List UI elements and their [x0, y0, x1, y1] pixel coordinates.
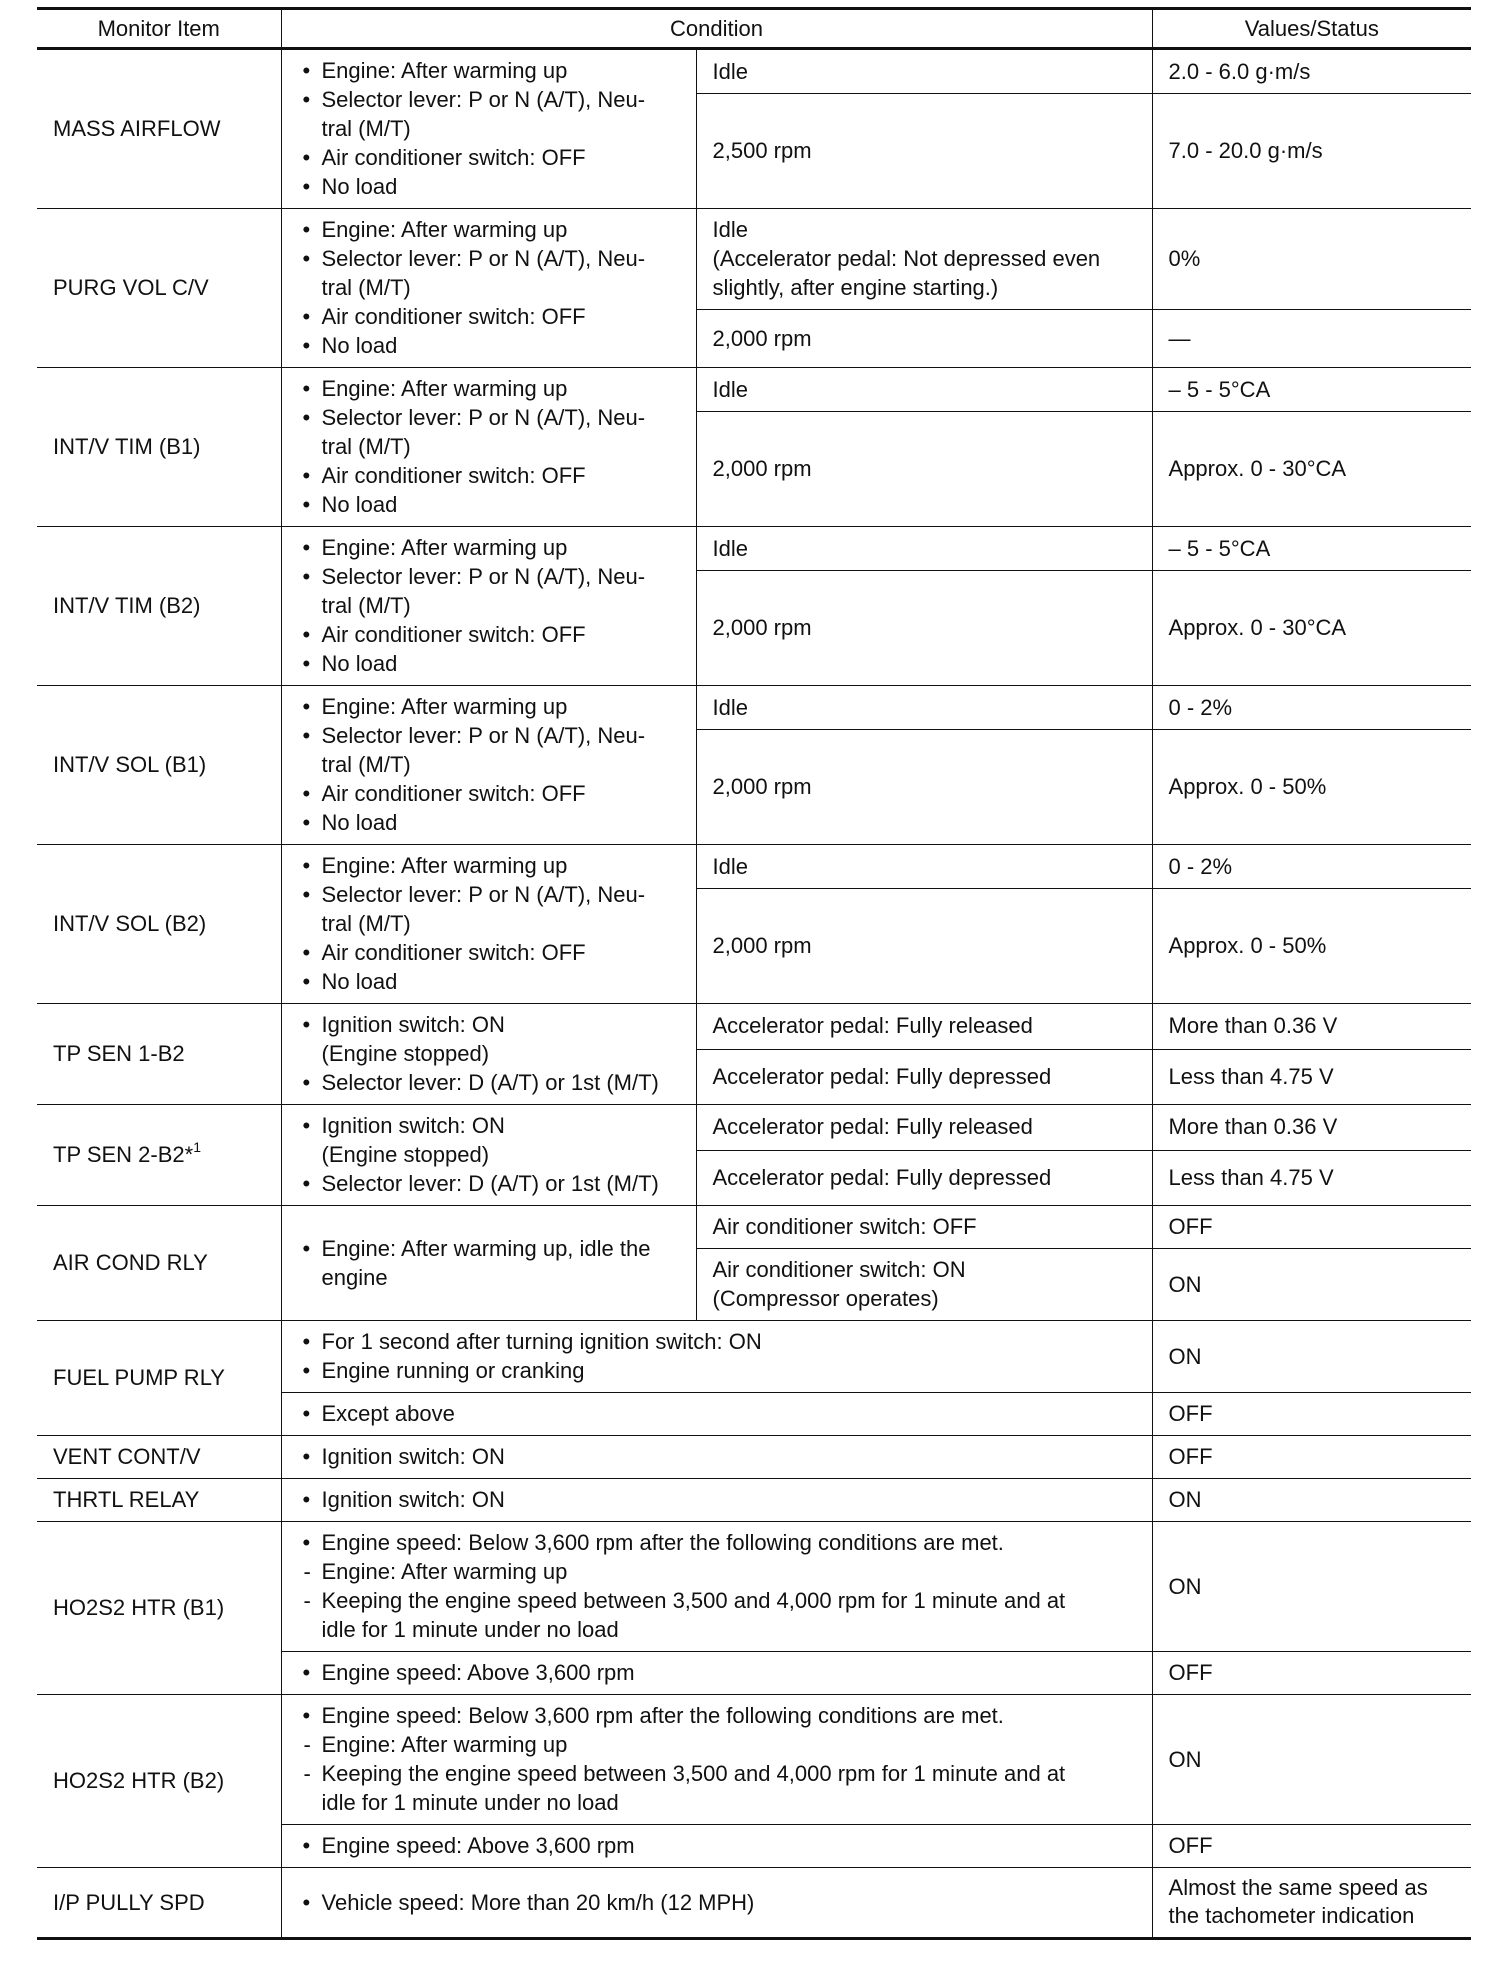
condition-line: idle for 1 minute under no load	[321, 1790, 619, 1815]
condition-line: tral (M/T)	[321, 275, 411, 300]
sub-condition: 2,000 rpm	[696, 889, 1152, 1004]
condition-cell	[281, 527, 696, 686]
condition-line: • Engine: After warming up	[298, 56, 682, 85]
monitor-item: VENT CONT/V	[37, 1436, 281, 1479]
condition-line: • Air conditioner switch: OFF	[298, 302, 682, 331]
monitor-item: INT/V SOL (B2)	[37, 845, 281, 1004]
value-cell: More than 0.36 V	[1152, 1004, 1471, 1050]
condition-line: • Selector lever: P or N (A/T), Neu-	[298, 244, 682, 273]
condition-line: • Air conditioner switch: OFF	[298, 461, 682, 490]
table-row	[37, 368, 1471, 412]
sub-condition: Idle	[696, 527, 1152, 571]
condition-line: • Engine: After warming up	[298, 374, 682, 403]
value-cell: OFF	[1152, 1436, 1471, 1479]
condition-cell	[281, 1393, 1152, 1436]
condition-line: • For 1 second after turning ignition switch: ON	[298, 1327, 1138, 1356]
condition-line: tral (M/T)	[321, 434, 411, 459]
table-row	[37, 1522, 1471, 1652]
condition-line: • No load	[298, 808, 682, 837]
header-monitor-item: Monitor Item	[37, 9, 281, 49]
value-cell: ON	[1152, 1321, 1471, 1393]
table-row	[37, 527, 1471, 571]
condition-line: • Engine speed: Below 3,600 rpm after the following conditions are met.	[298, 1528, 1138, 1557]
condition-line: • Ignition switch: ON	[298, 1111, 692, 1140]
condition-line: • Selector lever: P or N (A/T), Neu-	[298, 721, 682, 750]
header-condition: Condition	[281, 9, 1152, 49]
value-cell: Less than 4.75 V	[1152, 1049, 1471, 1104]
sub-condition: Air conditioner switch: ON (Compressor operates)	[696, 1249, 1152, 1321]
condition-line: tral (M/T)	[321, 752, 411, 777]
value-cell: 2.0 - 6.0 g·m/s	[1152, 49, 1471, 94]
value-cell: – 5 - 5°CA	[1152, 527, 1471, 571]
value-cell: —	[1152, 310, 1471, 368]
monitor-item	[37, 1105, 281, 1206]
table-row	[37, 1479, 1471, 1522]
condition-cell	[281, 1868, 1152, 1939]
condition-line: • Engine: After warming up	[298, 215, 682, 244]
condition-line: - Keeping the engine speed between 3,500 and 4,000 rpm for 1 minute and at	[298, 1586, 1138, 1615]
sub-condition: Accelerator pedal: Fully depressed	[696, 1150, 1152, 1205]
condition-line: • No load	[298, 490, 682, 519]
monitor-item: PURG VOL C/V	[37, 209, 281, 368]
monitor-item: HO2S2 HTR (B2)	[37, 1695, 281, 1868]
condition-line: • Air conditioner switch: OFF	[298, 143, 682, 172]
value-cell: ON	[1152, 1479, 1471, 1522]
condition-cell	[281, 1206, 696, 1321]
table-row	[37, 49, 1471, 94]
sub-condition: Idle	[696, 49, 1152, 94]
condition-line: • Engine: After warming up	[298, 851, 682, 880]
table-row	[37, 1868, 1471, 1939]
value-cell: ON	[1152, 1522, 1471, 1652]
sub-condition: 2,500 rpm	[696, 94, 1152, 209]
condition-cell	[281, 209, 696, 368]
sub-condition: 2,000 rpm	[696, 412, 1152, 527]
condition-line: • Selector lever: P or N (A/T), Neu-	[298, 85, 682, 114]
table-row	[37, 1436, 1471, 1479]
condition-cell	[281, 1321, 1152, 1393]
value-cell: Almost the same speed as the tachometer indication	[1152, 1868, 1471, 1939]
value-cell: 7.0 - 20.0 g·m/s	[1152, 94, 1471, 209]
condition-line: • Selector lever: P or N (A/T), Neu-	[298, 403, 682, 432]
condition-line: tral (M/T)	[321, 911, 411, 936]
value-cell: 0 - 2%	[1152, 845, 1471, 889]
monitor-item: TP SEN 1-B2	[37, 1004, 281, 1105]
table-row	[37, 845, 1471, 889]
monitor-item: FUEL PUMP RLY	[37, 1321, 281, 1436]
condition-cell	[281, 1522, 1152, 1652]
monitor-item: INT/V SOL (B1)	[37, 686, 281, 845]
condition-cell	[281, 845, 696, 1004]
condition-line: tral (M/T)	[321, 116, 411, 141]
condition-line: • Engine speed: Below 3,600 rpm after the following conditions are met.	[298, 1701, 1138, 1730]
monitor-item: INT/V TIM (B2)	[37, 527, 281, 686]
monitor-item: I/P PULLY SPD	[37, 1868, 281, 1939]
condition-line: • No load	[298, 967, 682, 996]
sub-condition: Accelerator pedal: Fully released	[696, 1004, 1152, 1050]
value-cell: OFF	[1152, 1393, 1471, 1436]
condition-line: engine	[321, 1264, 388, 1290]
condition-line: • Engine running or cranking	[298, 1356, 1138, 1385]
condition-line: (Engine stopped)	[321, 1142, 490, 1167]
condition-line: • Ignition switch: ON	[298, 1485, 1138, 1514]
condition-cell	[281, 1436, 1152, 1479]
condition-line: • Selector lever: P or N (A/T), Neu-	[298, 880, 682, 909]
condition-line: • Engine speed: Above 3,600 rpm	[298, 1658, 1138, 1687]
sub-condition: 2,000 rpm	[696, 571, 1152, 686]
condition-line: • No load	[298, 649, 682, 678]
sub-condition: Accelerator pedal: Fully depressed	[696, 1049, 1152, 1104]
value-cell: ON	[1152, 1249, 1471, 1321]
sub-condition: Idle	[696, 845, 1152, 889]
value-cell: ON	[1152, 1695, 1471, 1825]
condition-line: • Selector lever: D (A/T) or 1st (M/T)	[298, 1169, 692, 1198]
sub-condition: Accelerator pedal: Fully released	[696, 1105, 1152, 1151]
value-cell: Approx. 0 - 30°CA	[1152, 412, 1471, 527]
condition-line: • Selector lever: P or N (A/T), Neu-	[298, 562, 682, 591]
condition-line: • Selector lever: D (A/T) or 1st (M/T)	[298, 1068, 692, 1097]
value-cell: 0%	[1152, 209, 1471, 310]
condition-line: • Air conditioner switch: OFF	[298, 779, 682, 808]
value-cell: Approx. 0 - 50%	[1152, 730, 1471, 845]
condition-line: - Engine: After warming up	[298, 1557, 1138, 1586]
condition-line: • Engine: After warming up, idle the	[298, 1234, 682, 1263]
table-row	[37, 1105, 1471, 1151]
condition-line: - Keeping the engine speed between 3,500 and 4,000 rpm for 1 minute and at	[298, 1759, 1138, 1788]
monitor-item: AIR COND RLY	[37, 1206, 281, 1321]
monitor-spec-table	[37, 7, 1471, 1940]
monitor-item: HO2S2 HTR (B1)	[37, 1522, 281, 1695]
value-cell: 0 - 2%	[1152, 686, 1471, 730]
table-row	[37, 209, 1471, 310]
condition-line: • Engine speed: Above 3,600 rpm	[298, 1831, 1138, 1860]
value-cell: Less than 4.75 V	[1152, 1150, 1471, 1205]
sub-condition: 2,000 rpm	[696, 310, 1152, 368]
condition-cell	[281, 1004, 696, 1105]
condition-line: • Except above	[298, 1399, 1138, 1428]
monitor-item: THRTL RELAY	[37, 1479, 281, 1522]
condition-line: tral (M/T)	[321, 593, 411, 618]
condition-cell	[281, 49, 696, 209]
value-cell: OFF	[1152, 1652, 1471, 1695]
condition-line: • No load	[298, 331, 682, 360]
condition-line: • Engine: After warming up	[298, 533, 682, 562]
monitor-item: MASS AIRFLOW	[37, 49, 281, 209]
value-cell: More than 0.36 V	[1152, 1105, 1471, 1151]
header-values-status: Values/Status	[1152, 9, 1471, 49]
condition-cell	[281, 1105, 696, 1206]
monitor-item: INT/V TIM (B1)	[37, 368, 281, 527]
condition-line: • Ignition switch: ON	[298, 1442, 1138, 1471]
sub-condition: Air conditioner switch: OFF	[696, 1206, 1152, 1249]
table-row	[37, 1695, 1471, 1825]
condition-line: • Ignition switch: ON	[298, 1010, 692, 1039]
condition-cell	[281, 1825, 1152, 1868]
condition-cell	[281, 1479, 1152, 1522]
condition-line: (Engine stopped)	[321, 1041, 490, 1066]
sub-condition: 2,000 rpm	[696, 730, 1152, 845]
sub-condition: Idle	[696, 686, 1152, 730]
value-cell: OFF	[1152, 1825, 1471, 1868]
condition-line: • Vehicle speed: More than 20 km/h (12 MPH)	[298, 1888, 1138, 1917]
sub-condition: Idle	[696, 368, 1152, 412]
condition-cell	[281, 686, 696, 845]
value-cell: – 5 - 5°CA	[1152, 368, 1471, 412]
value-cell: Approx. 0 - 50%	[1152, 889, 1471, 1004]
condition-line: idle for 1 minute under no load	[321, 1617, 619, 1642]
table-row	[37, 686, 1471, 730]
footnote-mark: 1	[193, 1138, 202, 1155]
condition-cell	[281, 1652, 1152, 1695]
condition-line: • No load	[298, 172, 682, 201]
condition-line: - Engine: After warming up	[298, 1730, 1138, 1759]
value-cell: OFF	[1152, 1206, 1471, 1249]
condition-line: • Air conditioner switch: OFF	[298, 620, 682, 649]
condition-line: • Air conditioner switch: OFF	[298, 938, 682, 967]
value-cell: Approx. 0 - 30°CA	[1152, 571, 1471, 686]
condition-cell	[281, 368, 696, 527]
sub-condition: Idle (Accelerator pedal: Not depressed even slightly, after engine starting.)	[696, 209, 1152, 310]
table-row	[37, 1321, 1471, 1393]
table-header-row	[37, 9, 1471, 49]
table-row	[37, 1004, 1471, 1050]
monitor-item-label: TP SEN 2-B2*	[53, 1142, 194, 1167]
table-row	[37, 1206, 1471, 1249]
condition-cell	[281, 1695, 1152, 1825]
condition-line: • Engine: After warming up	[298, 692, 682, 721]
